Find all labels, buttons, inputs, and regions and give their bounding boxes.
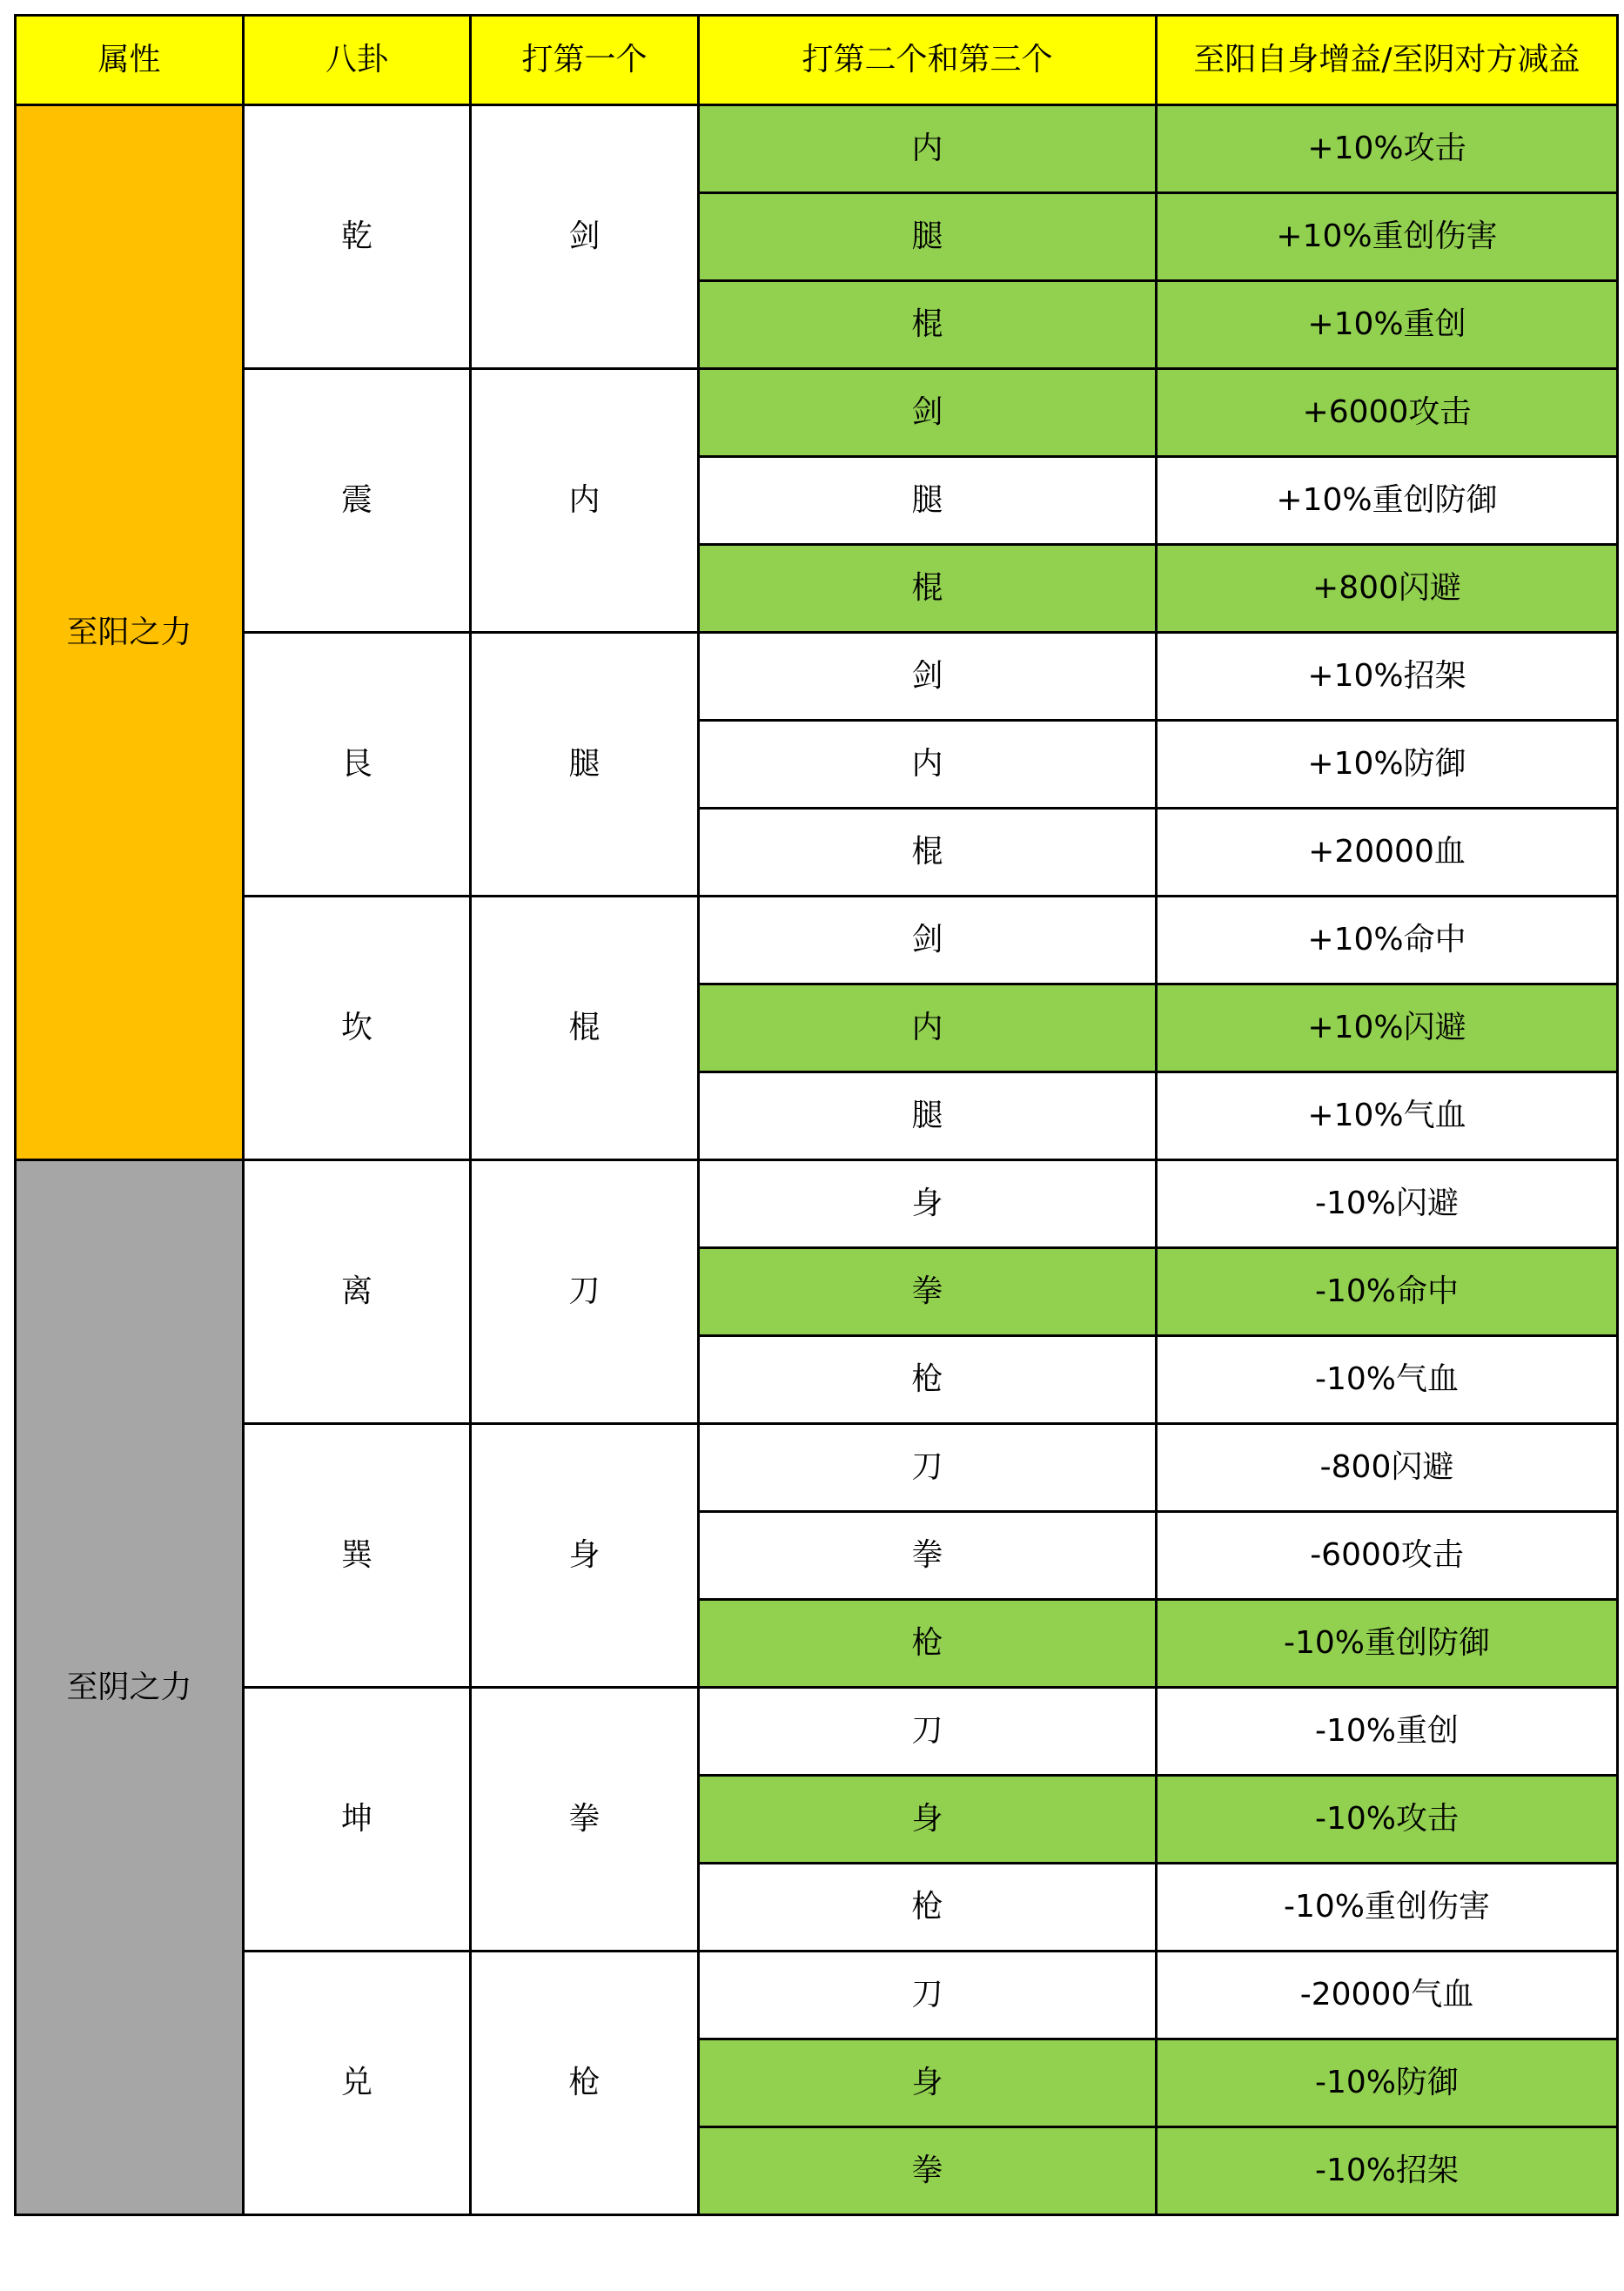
second-hit-cell: 枪 (699, 1864, 1157, 1952)
table-row (16, 1424, 1618, 1512)
effect-cell: -10%防御 (1157, 2039, 1618, 2127)
second-hit-cell: 刀 (699, 1424, 1157, 1512)
second-hit-cell: 身 (699, 1776, 1157, 1864)
second-hit-cell: 腿 (699, 457, 1157, 545)
table-row (16, 633, 1618, 721)
second-hit-cell: 拳 (699, 1512, 1157, 1600)
trigram-cell: 坎 (244, 897, 471, 1160)
effect-cell: -10%命中 (1157, 1248, 1618, 1336)
trigram-cell: 艮 (244, 633, 471, 897)
effect-cell: +10%命中 (1157, 897, 1618, 984)
second-hit-cell: 腿 (699, 1072, 1157, 1160)
effect-cell: -10%闪避 (1157, 1160, 1618, 1248)
second-hit-cell: 棍 (699, 281, 1157, 369)
second-hit-cell: 剑 (699, 369, 1157, 457)
table-body (16, 105, 1618, 2215)
first-hit-cell: 拳 (471, 1688, 699, 1952)
trigram-cell: 坤 (244, 1688, 471, 1952)
header-first-hit: 打第一个 (471, 16, 699, 105)
trigram-cell: 离 (244, 1160, 471, 1424)
second-hit-cell: 刀 (699, 1952, 1157, 2039)
effect-cell: -20000气血 (1157, 1952, 1618, 2039)
effect-cell: -10%攻击 (1157, 1776, 1618, 1864)
second-hit-cell: 拳 (699, 2127, 1157, 2215)
effect-cell: +800闪避 (1157, 545, 1618, 633)
first-hit-cell: 身 (471, 1424, 699, 1688)
effect-cell: -10%招架 (1157, 2127, 1618, 2215)
trigram-cell: 兑 (244, 1952, 471, 2215)
effect-cell: -10%重创防御 (1157, 1600, 1618, 1688)
effect-cell: +10%重创 (1157, 281, 1618, 369)
second-hit-cell: 腿 (699, 193, 1157, 281)
effect-cell: -6000攻击 (1157, 1512, 1618, 1600)
second-hit-cell: 身 (699, 2039, 1157, 2127)
header-trigram: 八卦 (244, 16, 471, 105)
first-hit-cell: 内 (471, 369, 699, 633)
attribute-cell-yin: 至阴之力 (16, 1160, 244, 2215)
second-hit-cell: 枪 (699, 1336, 1157, 1424)
second-hit-cell: 棍 (699, 545, 1157, 633)
attribute-cell-yang: 至阳之力 (16, 105, 244, 1160)
effect-cell: +20000血 (1157, 809, 1618, 897)
table-row (16, 1160, 1618, 1248)
bagua-combo-table (14, 14, 1619, 2216)
effect-cell: -800闪避 (1157, 1424, 1618, 1512)
effect-cell: +10%气血 (1157, 1072, 1618, 1160)
second-hit-cell: 内 (699, 721, 1157, 809)
effect-cell: -10%重创伤害 (1157, 1864, 1618, 1952)
effect-cell: +10%招架 (1157, 633, 1618, 721)
header-effect: 至阳自身增益/至阴对方减益 (1157, 16, 1618, 105)
first-hit-cell: 剑 (471, 105, 699, 369)
first-hit-cell: 刀 (471, 1160, 699, 1424)
second-hit-cell: 刀 (699, 1688, 1157, 1776)
header-second-third-hit: 打第二个和第三个 (699, 16, 1157, 105)
effect-cell: +10%防御 (1157, 721, 1618, 809)
effect-cell: +6000攻击 (1157, 369, 1618, 457)
header-row (16, 16, 1618, 105)
table-row (16, 897, 1618, 984)
effect-cell: -10%气血 (1157, 1336, 1618, 1424)
first-hit-cell: 腿 (471, 633, 699, 897)
table-row (16, 1688, 1618, 1776)
first-hit-cell: 棍 (471, 897, 699, 1160)
effect-cell: +10%重创伤害 (1157, 193, 1618, 281)
second-hit-cell: 剑 (699, 897, 1157, 984)
second-hit-cell: 内 (699, 105, 1157, 193)
header-attribute: 属性 (16, 16, 244, 105)
trigram-cell: 乾 (244, 105, 471, 369)
table-row (16, 369, 1618, 457)
first-hit-cell: 枪 (471, 1952, 699, 2215)
effect-cell: -10%重创 (1157, 1688, 1618, 1776)
effect-cell: +10%闪避 (1157, 984, 1618, 1072)
trigram-cell: 巽 (244, 1424, 471, 1688)
effect-cell: +10%攻击 (1157, 105, 1618, 193)
table-row (16, 1952, 1618, 2039)
trigram-cell: 震 (244, 369, 471, 633)
effect-cell: +10%重创防御 (1157, 457, 1618, 545)
second-hit-cell: 剑 (699, 633, 1157, 721)
second-hit-cell: 内 (699, 984, 1157, 1072)
second-hit-cell: 棍 (699, 809, 1157, 897)
second-hit-cell: 身 (699, 1160, 1157, 1248)
table-row (16, 105, 1618, 193)
second-hit-cell: 拳 (699, 1248, 1157, 1336)
second-hit-cell: 枪 (699, 1600, 1157, 1688)
